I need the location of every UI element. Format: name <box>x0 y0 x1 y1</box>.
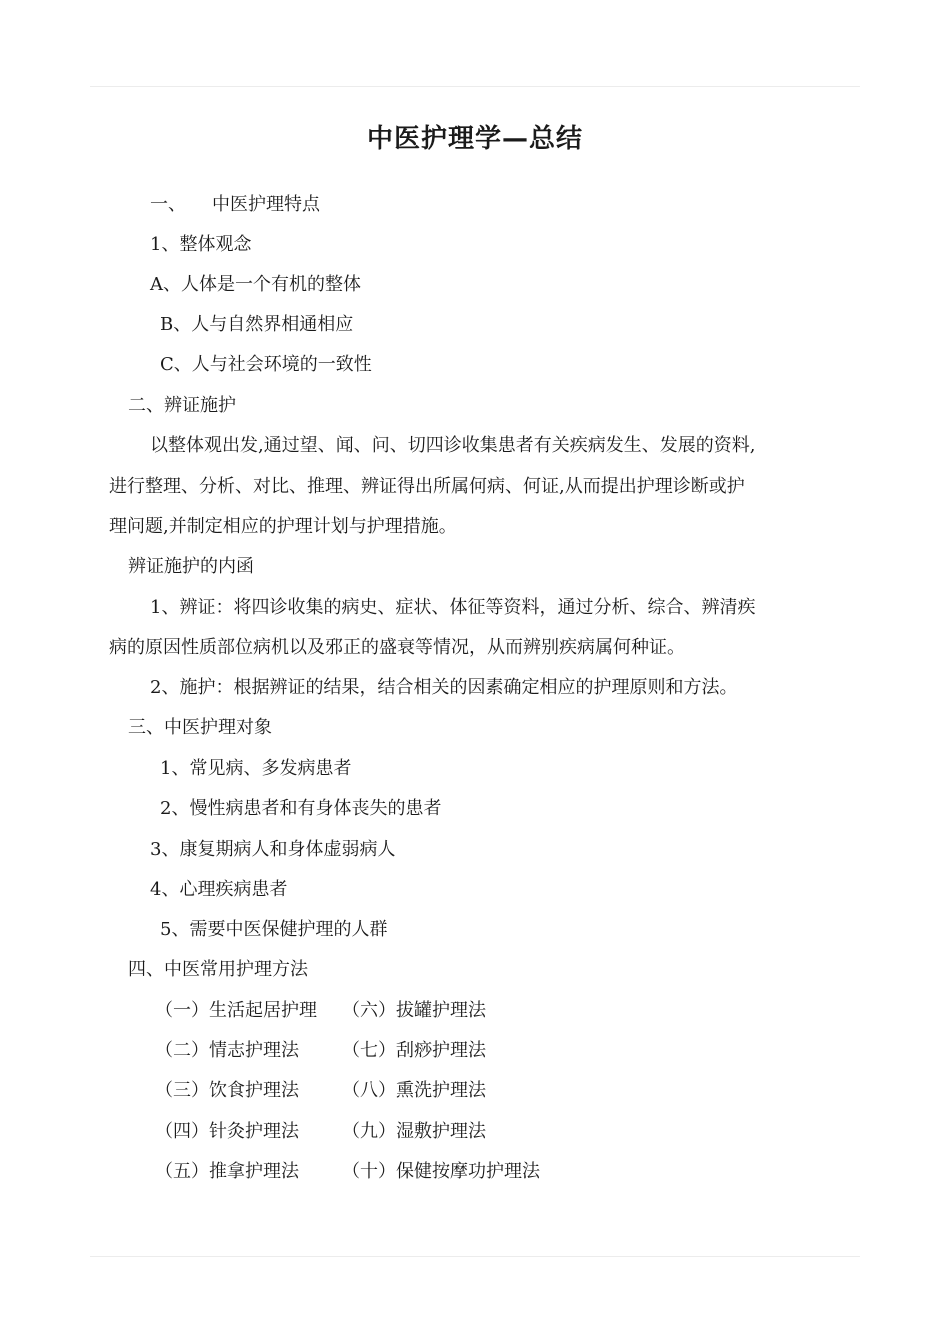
footer-rule <box>90 1256 860 1257</box>
section2-point1-line-2: 病的原因性质部位病机以及邪正的盛衰等情况，从而辨别疾病属何种证。 <box>109 637 685 658</box>
section3-item: 5、需要中医保健护理的人群 <box>160 919 388 940</box>
method-left: （五）推拿护理法 <box>155 1161 299 1182</box>
section1-heading <box>150 193 320 217</box>
method-right: （六）拔罐护理法 <box>342 1000 486 1021</box>
section3-item: 4、心理疾病患者 <box>150 879 288 900</box>
method-left: （二）情志护理法 <box>155 1040 299 1061</box>
section2-point2: 2、施护：根据辨证的结果，结合相关的因素确定相应的护理原则和方法。 <box>150 677 738 698</box>
page-title: 中医护理学—总结 <box>366 124 583 154</box>
section2-paragraph-line-3: 理问题,并制定相应的护理计划与护理措施。 <box>109 516 457 537</box>
method-right: （九）湿敷护理法 <box>342 1121 486 1142</box>
section1-number: 一、 <box>150 194 186 215</box>
method-row <box>155 999 486 1023</box>
section3-item: 3、康复期病人和身体虚弱病人 <box>150 839 396 860</box>
section1-title: 中医护理特点 <box>212 194 320 215</box>
section2-subheading: 辨证施护的内函 <box>128 556 254 577</box>
section1-item-b: B、人与自然界相通相应 <box>160 314 354 335</box>
header-rule <box>90 86 860 87</box>
method-row <box>155 1120 486 1144</box>
method-row <box>155 1160 540 1184</box>
method-right: （八）熏洗护理法 <box>342 1080 486 1101</box>
method-right: （十）保健按摩功护理法 <box>342 1161 540 1182</box>
section1-item-1: 1、整体观念 <box>150 234 252 255</box>
method-left: （一）生活起居护理 <box>155 1000 317 1021</box>
section3-item: 1、常见病、多发病患者 <box>160 758 352 779</box>
method-row <box>155 1079 486 1103</box>
section2-paragraph-line-2: 进行整理、分析、对比、推理、辨证得出所属何病、何证,从而提出护理诊断或护 <box>109 476 745 497</box>
method-right: （七）刮痧护理法 <box>342 1040 486 1061</box>
method-left: （四）针灸护理法 <box>155 1121 299 1142</box>
section3-item: 2、慢性病患者和有身体丧失的患者 <box>160 798 442 819</box>
section2-paragraph-line-1: 以整体观出发,通过望、闻、问、切四诊收集患者有关疾病发生、发展的资料, <box>150 435 756 456</box>
section1-item-a: A、人体是一个有机的整体 <box>150 274 361 295</box>
section3-heading: 三、中医护理对象 <box>128 717 272 738</box>
method-row <box>155 1039 486 1063</box>
section2-point1-line-1: 1、辨证：将四诊收集的病史、症状、体征等资料，通过分析、综合、辨清疾 <box>150 597 756 618</box>
section4-heading: 四、中医常用护理方法 <box>128 959 308 980</box>
section1-item-c: C、人与社会环境的一致性 <box>160 354 372 375</box>
section2-heading: 二、辨证施护 <box>128 395 236 416</box>
method-left: （三）饮食护理法 <box>155 1080 299 1101</box>
